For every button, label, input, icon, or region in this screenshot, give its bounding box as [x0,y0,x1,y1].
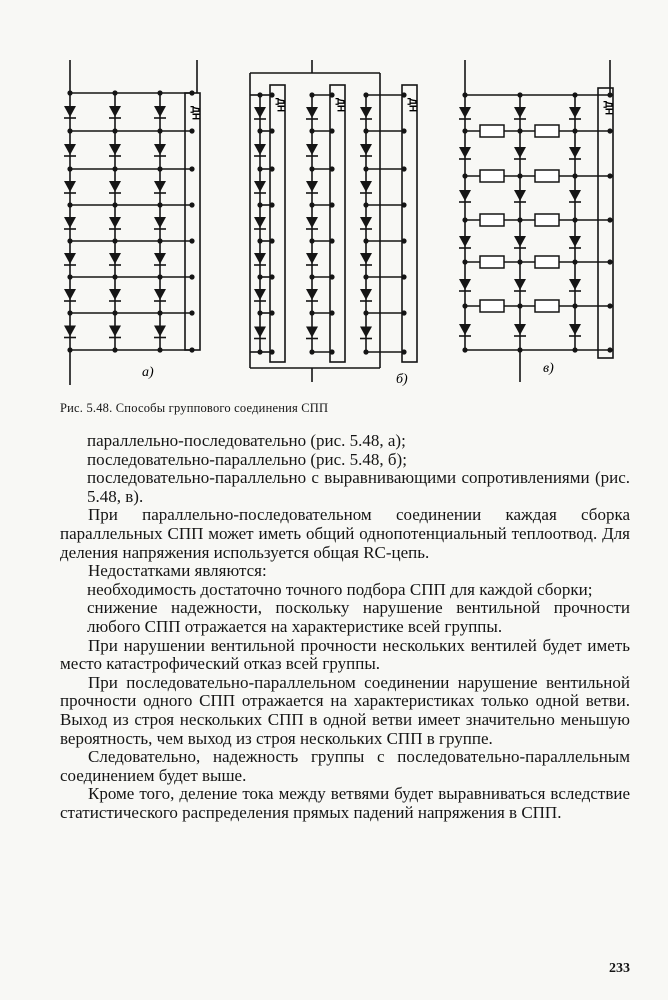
junction-dot [572,259,577,264]
diode-icon [64,144,76,155]
junction-dot [189,202,194,207]
junction-dot [112,90,117,95]
diode-icon [306,327,318,338]
diode-icon [306,217,318,228]
diode-icon [64,289,76,300]
paragraph: При последовательно-параллельном соединении нарушение вентильной прочности одного СПП отражается на характеристиках только одной ветви. Выход из строя нескольких СПП в одной ветви имеет значительно меньшую вероятность, чем выход из строя нескольких СПП в группе. [60,672,630,748]
diode-icon [360,289,372,300]
diode-icon [569,147,581,158]
resistor-icon [535,300,559,312]
junction-dot [112,310,117,315]
junction-dot [363,274,368,279]
junction-dot [257,238,262,243]
figure-caption: Рис. 5.48. Способы группового соединения СПП [60,401,329,415]
diode-icon [306,289,318,300]
list-item: последовательно-параллельно (рис. 5.48, б); [87,449,407,469]
divider-box [330,85,345,362]
circuit-diagram [0,0,668,400]
junction-dot [607,92,612,97]
diode-icon [360,327,372,338]
junction-dot [309,310,314,315]
diode-icon [569,107,581,118]
junction-dot [517,173,522,178]
resistor-icon [480,256,504,268]
junction-dot [462,217,467,222]
divider-box-label: ДН [189,105,201,121]
junction-dot [572,173,577,178]
junction-dot [607,173,612,178]
diode-icon [459,147,471,158]
junction-dot [517,128,522,133]
diode-icon [254,289,266,300]
junction-dot [607,259,612,264]
diode-icon [109,144,121,155]
diode-icon [154,217,166,228]
diode-icon [306,253,318,264]
figure-subpart-label: б) [396,372,408,387]
figure-5-48 [0,0,668,400]
junction-dot [363,92,368,97]
junction-dot [462,128,467,133]
paragraph: При нарушении вентильной прочности нескольких вентилей будет иметь место катастрофический отказ всей группы. [60,635,630,674]
junction-dot [309,274,314,279]
diode-icon [154,326,166,337]
diode-icon [514,107,526,118]
diode-icon [154,181,166,192]
diode-icon [569,279,581,290]
page-number: 233 [609,961,630,976]
list-item: параллельно-последовательно (рис. 5.48, а); [87,431,406,450]
junction-dot [309,166,314,171]
junction-dot [572,303,577,308]
resistor-icon [480,300,504,312]
diode-icon [569,190,581,201]
resistor-icon [535,125,559,137]
paragraph: Кроме того, деление тока между ветвями будет выравниваться вследствие статистического распределения прямых падений напряжения в СПП. [60,784,630,822]
junction-dot [112,128,117,133]
junction-dot [572,128,577,133]
junction-dot [462,173,467,178]
junction-dot [112,347,117,352]
diode-icon [64,106,76,117]
diode-icon [254,217,266,228]
diode-icon [514,236,526,247]
junction-dot [112,166,117,171]
diode-icon [109,289,121,300]
junction-dot [189,274,194,279]
junction-dot [112,274,117,279]
junction-dot [67,166,72,171]
diode-icon [254,181,266,192]
junction-dot [607,128,612,133]
diode-icon [64,326,76,337]
paragraph: Следовательно, надежность группы с последовательно-параллельным соединением будет выше. [60,747,630,785]
diode-icon [109,106,121,117]
diode-icon [154,253,166,264]
junction-dot [67,90,72,95]
diode-icon [254,327,266,338]
junction-dot [67,238,72,243]
resistor-icon [535,214,559,226]
junction-dot [257,128,262,133]
junction-dot [157,166,162,171]
junction-dot [67,128,72,133]
junction-dot [309,349,314,354]
diode-icon [109,253,121,264]
figure-subpart-label: в) [543,361,554,376]
diode-icon [154,289,166,300]
diode-icon [64,253,76,264]
diode-icon [459,190,471,201]
junction-dot [257,166,262,171]
junction-dot [607,347,612,352]
junction-dot [157,202,162,207]
junction-dot [462,303,467,308]
diode-icon [306,181,318,192]
list-item: снижение надежности, поскольку нарушение вентильной прочности любого СПП отражается на характеристике всей группы. [87,598,630,636]
diode-icon [514,190,526,201]
junction-dot [157,347,162,352]
junction-dot [112,238,117,243]
junction-dot [572,217,577,222]
diode-icon [459,236,471,247]
junction-dot [363,310,368,315]
junction-dot [189,310,194,315]
diode-icon [360,181,372,192]
list-item: последовательно-параллельно с выравнивающими сопротивлениями (рис. 5.48, в). [87,468,630,506]
junction-dot [189,128,194,133]
junction-dot [607,217,612,222]
diode-icon [109,217,121,228]
divider-box-label: ДН [274,97,286,113]
paragraph: Недостатками являются: [88,561,267,581]
diode-icon [360,253,372,264]
junction-dot [309,92,314,97]
junction-dot [309,202,314,207]
divider-box [598,88,613,358]
junction-dot [157,310,162,315]
junction-dot [112,202,117,207]
diode-icon [569,236,581,247]
resistor-icon [535,256,559,268]
junction-dot [607,303,612,308]
body-text [0,432,668,822]
list-item: необходимость достаточно точного подбора СПП для каждой сборки; [87,579,593,599]
diode-icon [154,106,166,117]
junction-dot [462,259,467,264]
junction-dot [157,128,162,133]
divider-box-label: ДН [602,100,614,116]
junction-dot [363,238,368,243]
junction-dot [257,202,262,207]
diode-icon [154,144,166,155]
junction-dot [157,90,162,95]
diode-icon [360,144,372,155]
diode-icon [109,181,121,192]
junction-dot [257,310,262,315]
diode-icon [514,147,526,158]
diode-icon [360,107,372,118]
diode-icon [64,181,76,192]
junction-dot [517,217,522,222]
diode-icon [360,217,372,228]
junction-dot [157,274,162,279]
diode-icon [254,253,266,264]
junction-dot [257,274,262,279]
resistor-icon [480,125,504,137]
junction-dot [309,238,314,243]
diode-icon [459,324,471,335]
divider-box [402,85,417,362]
diode-icon [459,279,471,290]
diode-icon [254,144,266,155]
divider-box-label: ДН [334,97,346,113]
junction-dot [189,166,194,171]
divider-box [270,85,285,362]
junction-dot [517,303,522,308]
paragraph: При параллельно-последовательном соединении каждая сборка параллельных СПП может иметь общий однопотенциальный теплоотвод. Для деления напряжения используется общая RC-цепь. [60,505,630,562]
junction-dot [67,310,72,315]
resistor-icon [480,170,504,182]
divider-box-label: ДН [406,97,418,113]
diode-icon [514,324,526,335]
junction-dot [309,128,314,133]
junction-dot [363,128,368,133]
junction-dot [157,238,162,243]
diode-icon [514,279,526,290]
diode-icon [254,107,266,118]
diode-icon [109,326,121,337]
diode-icon [306,144,318,155]
junction-dot [67,274,72,279]
figure-subpart-label: а) [142,365,154,380]
junction-dot [189,238,194,243]
junction-dot [363,202,368,207]
diode-icon [459,107,471,118]
diode-icon [306,107,318,118]
junction-dot [363,166,368,171]
junction-dot [363,349,368,354]
diode-icon [64,217,76,228]
resistor-icon [480,214,504,226]
junction-dot [67,202,72,207]
resistor-icon [535,170,559,182]
junction-dot [517,259,522,264]
diode-icon [569,324,581,335]
